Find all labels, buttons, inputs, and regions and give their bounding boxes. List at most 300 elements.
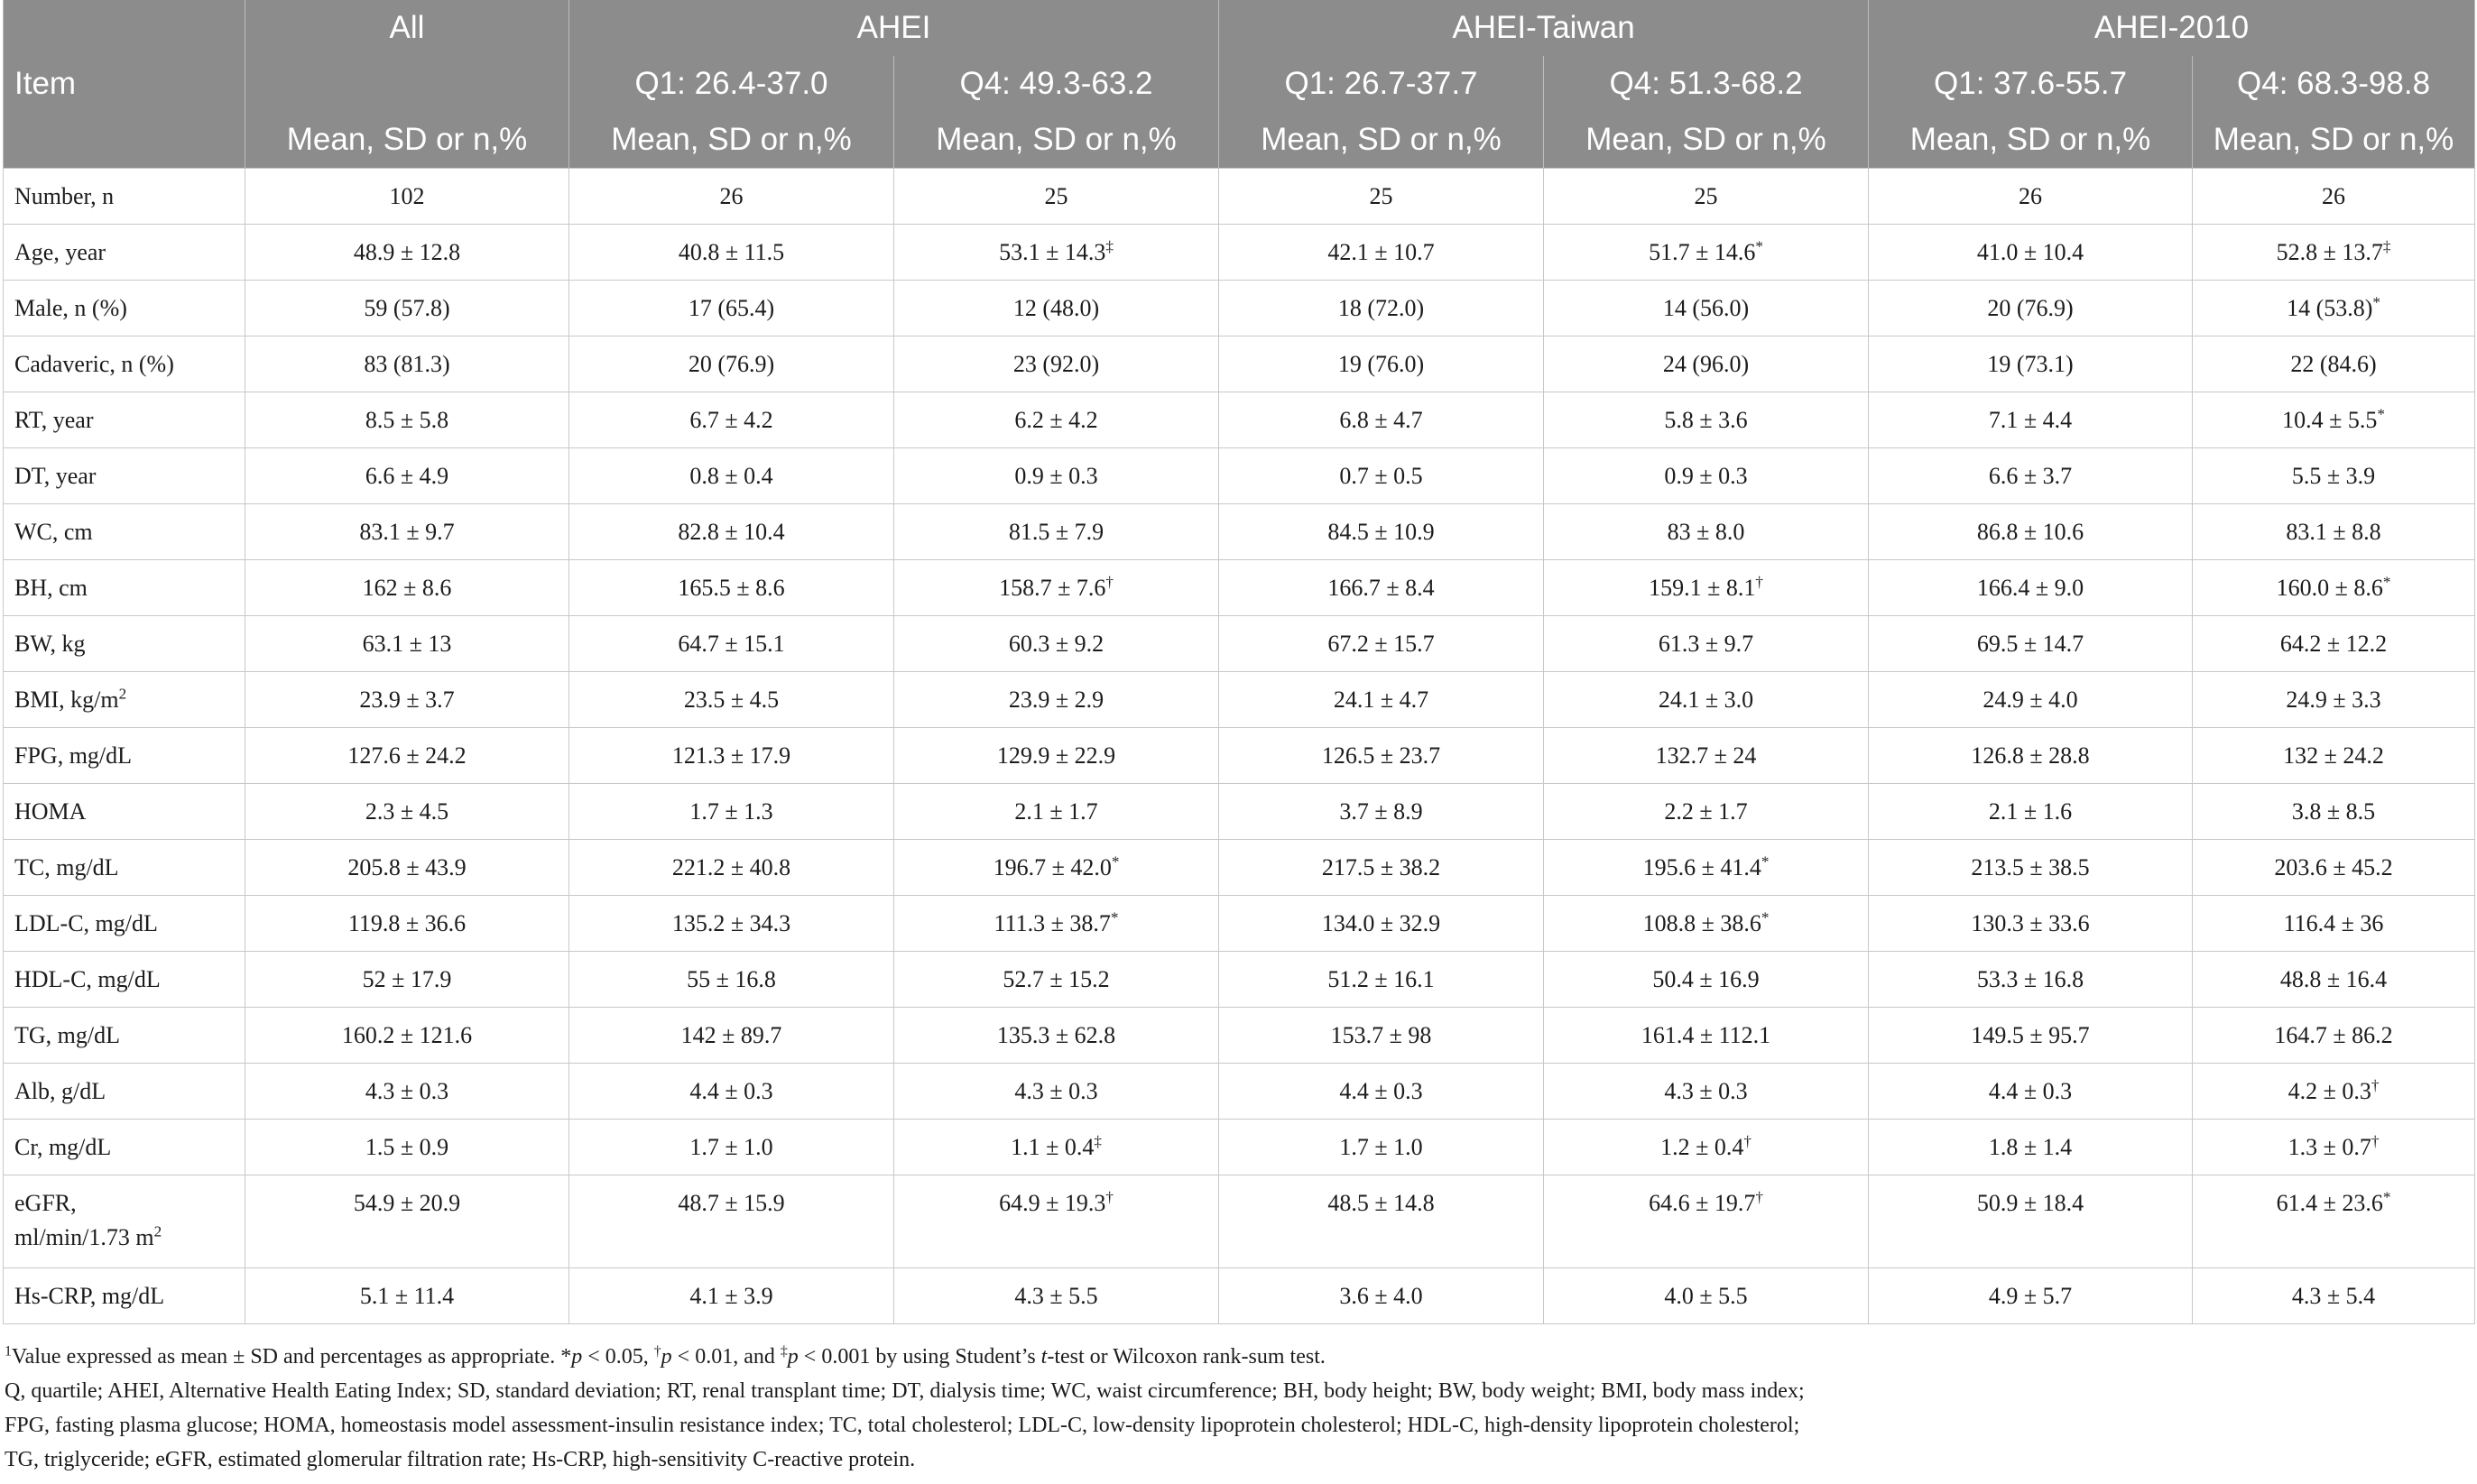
row-label-text: DT, year	[14, 463, 97, 489]
header-stat-all: Mean, SD or n,%	[245, 112, 569, 169]
footnote-double-dagger: ‡	[780, 1343, 788, 1360]
header-quartile-ahei-2010-q1: Q1: 37.6-55.7	[1869, 56, 2193, 112]
value-text: 1.2 ± 0.4	[1660, 1134, 1744, 1160]
header-blank-cell	[245, 56, 569, 112]
table-row-fpg-mg-dl	[4, 728, 2475, 784]
value-text: 61.3 ± 9.7	[1658, 631, 1754, 657]
value-text: 1.5 ± 0.9	[365, 1134, 449, 1160]
value-cell-ldl-c-mg-dl-ahei-2010-q1	[1869, 896, 2193, 952]
row-label-number-n	[4, 169, 245, 225]
value-text: 132 ± 24.2	[2283, 742, 2384, 769]
value-text: 83.1 ± 9.7	[359, 519, 455, 545]
value-text: 17 (65.4)	[688, 295, 775, 321]
value-cell-tc-mg-dl-ahei-q4	[894, 840, 1219, 896]
value-cell-bw-kg-ahei-2010-q4	[2193, 616, 2475, 672]
value-text: 20 (76.9)	[1987, 295, 2074, 321]
significance-mark: †	[1105, 1188, 1114, 1206]
value-text: 0.9 ± 0.3	[1014, 463, 1098, 489]
significance-mark: ‡	[1105, 237, 1114, 255]
value-cell-hdl-c-mg-dl-ahei-q1	[569, 952, 894, 1008]
value-cell-ldl-c-mg-dl-ahei-q1	[569, 896, 894, 952]
value-text: 24.9 ± 4.0	[1983, 687, 2078, 713]
value-cell-rt-year-ahei-2010-q4	[2193, 392, 2475, 448]
value-cell-alb-g-dl-ahei-2010-q4	[2193, 1064, 2475, 1120]
value-cell-alb-g-dl-ahei-2010-q1	[1869, 1064, 2193, 1120]
value-text: 2.1 ± 1.7	[1014, 798, 1098, 825]
value-cell-wc-cm-ahei-q4	[894, 504, 1219, 560]
value-text: 23.9 ± 2.9	[1008, 687, 1104, 713]
value-text: 4.2 ± 0.3	[2288, 1078, 2371, 1104]
value-text: 48.8 ± 16.4	[2279, 966, 2388, 992]
value-text: 25	[1044, 183, 1068, 209]
row-label-cr-mg-dl	[4, 1120, 245, 1175]
value-text: 132.7 ± 24	[1655, 742, 1757, 769]
table-row-bmi-kg-m	[4, 672, 2475, 728]
value-text: 134.0 ± 32.9	[1321, 910, 1441, 936]
value-cell-bw-kg-ahei-2010-q1	[1869, 616, 2193, 672]
value-cell-tc-mg-dl-ahei-2010-q1	[1869, 840, 2193, 896]
value-text: 19 (76.0)	[1337, 351, 1425, 377]
significance-mark: †	[1105, 573, 1114, 591]
value-cell-alb-g-dl-all	[245, 1064, 569, 1120]
table-row-cr-mg-dl	[4, 1120, 2475, 1175]
data-table	[3, 0, 2475, 1324]
value-cell-tg-mg-dl-ahei-taiwan-q1	[1219, 1008, 1544, 1064]
value-text: 126.5 ± 23.7	[1321, 742, 1441, 769]
value-text: 20 (76.9)	[688, 351, 775, 377]
row-label-bh-cm	[4, 560, 245, 616]
value-cell-fpg-mg-dl-ahei-q1	[569, 728, 894, 784]
header-row-quartiles	[4, 56, 2475, 112]
value-cell-hdl-c-mg-dl-all	[245, 952, 569, 1008]
value-text: 64.2 ± 12.2	[2279, 631, 2388, 657]
value-text: 83 ± 8.0	[1667, 519, 1745, 545]
footnote-abbreviations-line: Q, quartile; AHEI, Alternative Health Eating Index; SD, standard deviation; RT, renal transplant time; DT, dialysis time; WC, waist circumference; BH, body height; BW, body weight; BMI, body mass index;	[5, 1379, 1805, 1403]
value-text: 1.1 ± 0.4	[1011, 1134, 1095, 1160]
value-text: 83.1 ± 8.8	[2286, 519, 2381, 545]
footnote-text: < 0.01, and	[671, 1345, 781, 1369]
value-cell-alb-g-dl-ahei-q4	[894, 1064, 1219, 1120]
value-cell-dt-year-all	[245, 448, 569, 504]
value-text: 4.3 ± 0.3	[1664, 1078, 1748, 1104]
row-label-text: Male, n (%)	[14, 295, 127, 321]
value-cell-cadaveric-n-all	[245, 336, 569, 392]
table-row-hdl-c-mg-dl	[4, 952, 2475, 1008]
value-text: 23.9 ± 3.7	[359, 687, 455, 713]
value-cell-fpg-mg-dl-all	[245, 728, 569, 784]
row-label-ldl-c-mg-dl	[4, 896, 245, 952]
header-quartile-ahei-taiwan-q4: Q4: 51.3-68.2	[1544, 56, 1869, 112]
value-text: 3.6 ± 4.0	[1339, 1283, 1423, 1309]
value-cell-cr-mg-dl-ahei-taiwan-q1	[1219, 1120, 1544, 1175]
value-text: 129.9 ± 22.9	[996, 742, 1116, 769]
value-cell-age-year-all	[245, 225, 569, 281]
value-cell-ldl-c-mg-dl-all	[245, 896, 569, 952]
value-text: 24.9 ± 3.3	[2286, 687, 2381, 713]
row-label-text: WC, cm	[14, 519, 93, 545]
value-text: 166.4 ± 9.0	[1976, 575, 2084, 601]
value-cell-tc-mg-dl-ahei-taiwan-q1	[1219, 840, 1544, 896]
value-cell-egfr-ahei-q1	[569, 1175, 894, 1268]
row-label-cadaveric-n	[4, 336, 245, 392]
table-row-egfr	[4, 1175, 2475, 1268]
header-stat-ahei-q4: Mean, SD or n,%	[894, 112, 1219, 169]
value-cell-alb-g-dl-ahei-taiwan-q4	[1544, 1064, 1869, 1120]
value-cell-age-year-ahei-2010-q1	[1869, 225, 2193, 281]
row-label-wc-cm	[4, 504, 245, 560]
value-text: 4.3 ± 5.4	[2291, 1283, 2376, 1309]
value-cell-rt-year-ahei-2010-q1	[1869, 392, 2193, 448]
header-quartile-ahei-q1: Q1: 26.4-37.0	[569, 56, 894, 112]
value-cell-rt-year-ahei-q4	[894, 392, 1219, 448]
value-text: 5.1 ± 11.4	[359, 1283, 455, 1309]
value-text: 25	[1694, 183, 1718, 209]
row-label-text: eGFR,	[14, 1190, 77, 1216]
value-text: 4.9 ± 5.7	[1988, 1283, 2073, 1309]
value-cell-bmi-kg-m-ahei-taiwan-q1	[1219, 672, 1544, 728]
value-cell-wc-cm-ahei-taiwan-q4	[1544, 504, 1869, 560]
value-text: 195.6 ± 41.4	[1642, 854, 1761, 880]
value-cell-tg-mg-dl-ahei-2010-q4	[2193, 1008, 2475, 1064]
value-text: 4.1 ± 3.9	[689, 1283, 773, 1309]
footnotes	[5, 1340, 1805, 1477]
value-text: 81.5 ± 7.9	[1008, 519, 1104, 545]
table-row-rt-year	[4, 392, 2475, 448]
value-text: 7.1 ± 4.4	[1988, 407, 2073, 433]
value-cell-hs-crp-mg-dl-ahei-taiwan-q1	[1219, 1268, 1544, 1324]
value-cell-cr-mg-dl-ahei-q1	[569, 1120, 894, 1175]
significance-mark: †	[1755, 573, 1763, 591]
header-row-groups	[4, 0, 2475, 56]
value-text: 42.1 ± 10.7	[1327, 239, 1435, 265]
value-cell-hdl-c-mg-dl-ahei-taiwan-q1	[1219, 952, 1544, 1008]
value-cell-bh-cm-ahei-q4	[894, 560, 1219, 616]
value-text: 5.8 ± 3.6	[1664, 407, 1748, 433]
value-cell-ldl-c-mg-dl-ahei-taiwan-q1	[1219, 896, 1544, 952]
significance-mark: *	[1755, 237, 1763, 255]
value-cell-cr-mg-dl-ahei-2010-q1	[1869, 1120, 2193, 1175]
value-cell-cr-mg-dl-ahei-2010-q4	[2193, 1120, 2475, 1175]
value-cell-number-n-ahei-q1	[569, 169, 894, 225]
value-text: 8.5 ± 5.8	[365, 407, 449, 433]
value-cell-cadaveric-n-ahei-2010-q1	[1869, 336, 2193, 392]
value-text: 67.2 ± 15.7	[1327, 631, 1435, 657]
value-text: 6.6 ± 3.7	[1988, 463, 2073, 489]
value-text: 6.8 ± 4.7	[1339, 407, 1423, 433]
value-cell-tg-mg-dl-ahei-q1	[569, 1008, 894, 1064]
value-text: 25	[1369, 183, 1393, 209]
value-text: 52.8 ± 13.7	[2276, 239, 2383, 265]
row-label-bmi-kg-m	[4, 672, 245, 728]
value-text: 158.7 ± 7.6	[999, 575, 1106, 601]
value-text: 149.5 ± 95.7	[1971, 1022, 2090, 1048]
value-text: 164.7 ± 86.2	[2274, 1022, 2393, 1048]
significance-mark: †	[2371, 1076, 2380, 1094]
value-text: 142 ± 89.7	[680, 1022, 782, 1048]
value-text: 53.3 ± 16.8	[1976, 966, 2084, 992]
value-cell-cr-mg-dl-ahei-taiwan-q4	[1544, 1120, 1869, 1175]
row-label-rt-year	[4, 392, 245, 448]
value-cell-rt-year-ahei-q1	[569, 392, 894, 448]
significance-mark: †	[1743, 1132, 1751, 1150]
table-row-ldl-c-mg-dl	[4, 896, 2475, 952]
value-cell-wc-cm-ahei-2010-q1	[1869, 504, 2193, 560]
value-cell-wc-cm-all	[245, 504, 569, 560]
value-text: 59 (57.8)	[364, 295, 450, 321]
value-text: 126.8 ± 28.8	[1971, 742, 2090, 769]
value-text: 64.6 ± 19.7	[1649, 1190, 1756, 1216]
significance-mark: *	[1110, 908, 1119, 926]
value-cell-number-n-ahei-2010-q4	[2193, 169, 2475, 225]
value-text: 60.3 ± 9.2	[1008, 631, 1104, 657]
value-text: 6.2 ± 4.2	[1014, 407, 1098, 433]
value-text: 0.9 ± 0.3	[1664, 463, 1748, 489]
value-text: 86.8 ± 10.6	[1976, 519, 2084, 545]
table-container	[3, 0, 2474, 1324]
row-label-text: BMI, kg/m	[14, 687, 119, 713]
value-text: 4.4 ± 0.3	[689, 1078, 773, 1104]
value-cell-cadaveric-n-ahei-q4	[894, 336, 1219, 392]
row-label-male-n	[4, 281, 245, 336]
value-text: 135.3 ± 62.8	[996, 1022, 1116, 1048]
significance-mark: ‡	[1094, 1132, 1102, 1150]
value-cell-fpg-mg-dl-ahei-2010-q4	[2193, 728, 2475, 784]
value-cell-tc-mg-dl-ahei-q1	[569, 840, 894, 896]
value-cell-wc-cm-ahei-taiwan-q1	[1219, 504, 1544, 560]
value-text: 24.1 ± 4.7	[1333, 687, 1429, 713]
value-cell-bh-cm-ahei-2010-q1	[1869, 560, 2193, 616]
value-text: 6.6 ± 4.9	[365, 463, 449, 489]
value-text: 111.3 ± 38.7	[994, 910, 1111, 936]
value-text: 153.7 ± 98	[1330, 1022, 1432, 1048]
value-text: 196.7 ± 42.0	[993, 854, 1112, 880]
value-cell-egfr-ahei-q4	[894, 1175, 1219, 1268]
significance-mark: *	[1111, 853, 1120, 871]
value-text: 3.8 ± 8.5	[2291, 798, 2376, 825]
table-row-homa	[4, 784, 2475, 840]
header-stat-ahei-q1: Mean, SD or n,%	[569, 112, 894, 169]
value-text: 23 (92.0)	[1012, 351, 1100, 377]
header-row-stat-labels	[4, 112, 2475, 169]
value-text: 0.8 ± 0.4	[689, 463, 773, 489]
value-cell-bh-cm-ahei-q1	[569, 560, 894, 616]
value-text: 102	[389, 183, 425, 209]
value-cell-bw-kg-ahei-taiwan-q1	[1219, 616, 1544, 672]
value-cell-tg-mg-dl-all	[245, 1008, 569, 1064]
footnote-text: Value expressed as mean ± SD and percentages as appropriate. *	[11, 1345, 572, 1369]
row-label-text: BW, kg	[14, 631, 86, 657]
value-text: 12 (48.0)	[1012, 295, 1100, 321]
value-text: 54.9 ± 20.9	[353, 1190, 461, 1216]
value-text: 127.6 ± 24.2	[347, 742, 467, 769]
value-text: 52.7 ± 15.2	[1003, 966, 1110, 992]
table-row-bh-cm	[4, 560, 2475, 616]
header-stat-ahei-taiwan-q1: Mean, SD or n,%	[1219, 112, 1544, 169]
value-cell-dt-year-ahei-2010-q1	[1869, 448, 2193, 504]
row-label-text: HDL-C, mg/dL	[14, 966, 161, 992]
table-row-alb-g-dl	[4, 1064, 2475, 1120]
footnote-italic-p: p	[571, 1345, 583, 1369]
value-text: 22 (84.6)	[2290, 351, 2377, 377]
value-cell-hs-crp-mg-dl-ahei-q4	[894, 1268, 1219, 1324]
value-text: 61.4 ± 23.6	[2276, 1190, 2383, 1216]
row-label-bw-kg	[4, 616, 245, 672]
value-cell-homa-ahei-taiwan-q1	[1219, 784, 1544, 840]
value-cell-tc-mg-dl-all	[245, 840, 569, 896]
significance-mark: *	[2372, 293, 2380, 311]
value-cell-egfr-ahei-taiwan-q1	[1219, 1175, 1544, 1268]
value-text: 48.7 ± 15.9	[678, 1190, 785, 1216]
value-text: 6.7 ± 4.2	[689, 407, 773, 433]
value-cell-cadaveric-n-ahei-taiwan-q1	[1219, 336, 1544, 392]
footnote-abbreviations-line: FPG, fasting plasma glucose; HOMA, homeostasis model assessment-insulin resistance index; TC, total cholesterol; LDL-C, low-density lipoprotein cholesterol; HDL-C, high-density lipoprotein cholesterol;	[5, 1414, 1800, 1437]
value-cell-tc-mg-dl-ahei-2010-q4	[2193, 840, 2475, 896]
footnote-italic-p: p	[661, 1345, 672, 1369]
value-cell-homa-ahei-q4	[894, 784, 1219, 840]
value-text: 2.1 ± 1.6	[1988, 798, 2073, 825]
header-group-ahei: AHEI	[569, 0, 1219, 56]
significance-mark: *	[1761, 853, 1770, 871]
value-cell-male-n-ahei-taiwan-q4	[1544, 281, 1869, 336]
row-label-unit-superscript: 2	[153, 1222, 162, 1240]
value-text: 82.8 ± 10.4	[678, 519, 785, 545]
value-text: 160.2 ± 121.6	[341, 1022, 473, 1048]
value-text: 55 ± 16.8	[687, 966, 776, 992]
row-label-hdl-c-mg-dl	[4, 952, 245, 1008]
value-cell-hdl-c-mg-dl-ahei-q4	[894, 952, 1219, 1008]
value-text: 4.3 ± 0.3	[1014, 1078, 1098, 1104]
value-cell-bh-cm-ahei-taiwan-q4	[1544, 560, 1869, 616]
value-cell-dt-year-ahei-q1	[569, 448, 894, 504]
value-cell-tg-mg-dl-ahei-q4	[894, 1008, 1219, 1064]
header-quartile-ahei-taiwan-q1: Q1: 26.7-37.7	[1219, 56, 1544, 112]
value-cell-hdl-c-mg-dl-ahei-taiwan-q4	[1544, 952, 1869, 1008]
value-cell-ldl-c-mg-dl-ahei-2010-q4	[2193, 896, 2475, 952]
value-text: 26	[2019, 183, 2043, 209]
value-cell-hs-crp-mg-dl-ahei-2010-q4	[2193, 1268, 2475, 1324]
header-group-all: All	[245, 0, 569, 56]
value-text: 1.7 ± 1.0	[1339, 1134, 1423, 1160]
header-quartile-ahei-2010-q4: Q4: 68.3-98.8	[2193, 56, 2475, 112]
row-label-unit: ml/min/1.73 m	[14, 1224, 154, 1250]
value-cell-tg-mg-dl-ahei-2010-q1	[1869, 1008, 2193, 1064]
footnote-italic-t: t	[1040, 1345, 1048, 1369]
value-cell-cr-mg-dl-ahei-q4	[894, 1120, 1219, 1175]
value-cell-hs-crp-mg-dl-ahei-2010-q1	[1869, 1268, 2193, 1324]
table-row-cadaveric-n	[4, 336, 2475, 392]
footnote-abbreviations-line: TG, triglyceride; eGFR, estimated glomerular filtration rate; Hs-CRP, high-sensitivity C-reactive protein.	[5, 1448, 916, 1471]
table-row-tc-mg-dl	[4, 840, 2475, 896]
value-cell-number-n-ahei-taiwan-q1	[1219, 169, 1544, 225]
value-text: 48.5 ± 14.8	[1327, 1190, 1435, 1216]
value-text: 26	[719, 183, 744, 209]
significance-mark: ‡	[2382, 237, 2391, 255]
value-text: 203.6 ± 45.2	[2274, 854, 2393, 880]
value-cell-bmi-kg-m-all	[245, 672, 569, 728]
value-cell-wc-cm-ahei-q1	[569, 504, 894, 560]
value-cell-homa-all	[245, 784, 569, 840]
row-label-text: LDL-C, mg/dL	[14, 910, 158, 936]
value-cell-hdl-c-mg-dl-ahei-2010-q1	[1869, 952, 2193, 1008]
row-label-homa	[4, 784, 245, 840]
value-text: 1.8 ± 1.4	[1988, 1134, 2073, 1160]
table-row-hs-crp-mg-dl	[4, 1268, 2475, 1324]
header-stat-ahei-2010-q4: Mean, SD or n,%	[2193, 112, 2475, 169]
value-text: 14 (53.8)	[2287, 295, 2373, 321]
value-cell-bw-kg-ahei-taiwan-q4	[1544, 616, 1869, 672]
value-text: 108.8 ± 38.6	[1642, 910, 1761, 936]
value-cell-male-n-all	[245, 281, 569, 336]
value-text: 160.0 ± 8.6	[2276, 575, 2383, 601]
row-label-tc-mg-dl	[4, 840, 245, 896]
value-cell-homa-ahei-taiwan-q4	[1544, 784, 1869, 840]
value-text: 121.3 ± 17.9	[671, 742, 791, 769]
value-cell-rt-year-ahei-taiwan-q1	[1219, 392, 1544, 448]
value-text: 166.7 ± 8.4	[1327, 575, 1435, 601]
significance-mark: *	[2382, 573, 2391, 591]
value-cell-rt-year-ahei-taiwan-q4	[1544, 392, 1869, 448]
row-label-text: BH, cm	[14, 575, 88, 601]
value-cell-tg-mg-dl-ahei-taiwan-q4	[1544, 1008, 1869, 1064]
value-text: 64.7 ± 15.1	[678, 631, 785, 657]
table-row-age-year	[4, 225, 2475, 281]
row-label-text: Cadaveric, n (%)	[14, 351, 174, 377]
value-text: 24.1 ± 3.0	[1658, 687, 1754, 713]
value-text: 4.4 ± 0.3	[1988, 1078, 2073, 1104]
row-label-text: RT, year	[14, 407, 94, 433]
value-cell-fpg-mg-dl-ahei-2010-q1	[1869, 728, 2193, 784]
value-cell-bmi-kg-m-ahei-2010-q4	[2193, 672, 2475, 728]
row-label-text: TG, mg/dL	[14, 1022, 120, 1048]
table-row-number-n	[4, 169, 2475, 225]
row-label-dt-year	[4, 448, 245, 504]
value-text: 23.5 ± 4.5	[683, 687, 780, 713]
header-stat-ahei-2010-q1: Mean, SD or n,%	[1869, 112, 2193, 169]
value-cell-homa-ahei-2010-q1	[1869, 784, 2193, 840]
value-cell-age-year-ahei-q4	[894, 225, 1219, 281]
value-text: 53.1 ± 14.3	[999, 239, 1106, 265]
row-label-text: FPG, mg/dL	[14, 742, 133, 769]
value-cell-number-n-ahei-q4	[894, 169, 1219, 225]
header-quartile-ahei-q4: Q4: 49.3-63.2	[894, 56, 1219, 112]
value-text: 52 ± 17.9	[362, 966, 452, 992]
value-text: 4.4 ± 0.3	[1339, 1078, 1423, 1104]
value-cell-bh-cm-all	[245, 560, 569, 616]
value-cell-alb-g-dl-ahei-q1	[569, 1064, 894, 1120]
value-cell-hs-crp-mg-dl-all	[245, 1268, 569, 1324]
row-label-text: HOMA	[14, 798, 87, 825]
value-cell-cadaveric-n-ahei-taiwan-q4	[1544, 336, 1869, 392]
value-cell-bmi-kg-m-ahei-q1	[569, 672, 894, 728]
footnote-marker: 1	[5, 1343, 12, 1360]
value-text: 1.7 ± 1.0	[689, 1134, 773, 1160]
value-text: 4.0 ± 5.5	[1664, 1283, 1748, 1309]
value-text: 1.7 ± 1.3	[689, 798, 773, 825]
value-cell-fpg-mg-dl-ahei-taiwan-q4	[1544, 728, 1869, 784]
row-label-text: Age, year	[14, 239, 106, 265]
value-cell-bmi-kg-m-ahei-q4	[894, 672, 1219, 728]
value-cell-egfr-all	[245, 1175, 569, 1268]
value-cell-egfr-ahei-2010-q1	[1869, 1175, 2193, 1268]
value-cell-bh-cm-ahei-taiwan-q1	[1219, 560, 1544, 616]
value-cell-bh-cm-ahei-2010-q4	[2193, 560, 2475, 616]
value-text: 51.7 ± 14.6	[1649, 239, 1756, 265]
value-text: 2.2 ± 1.7	[1664, 798, 1748, 825]
value-cell-age-year-ahei-taiwan-q4	[1544, 225, 1869, 281]
value-text: 4.3 ± 0.3	[365, 1078, 449, 1104]
value-text: 2.3 ± 4.5	[365, 798, 449, 825]
header-item: Item	[4, 0, 245, 169]
